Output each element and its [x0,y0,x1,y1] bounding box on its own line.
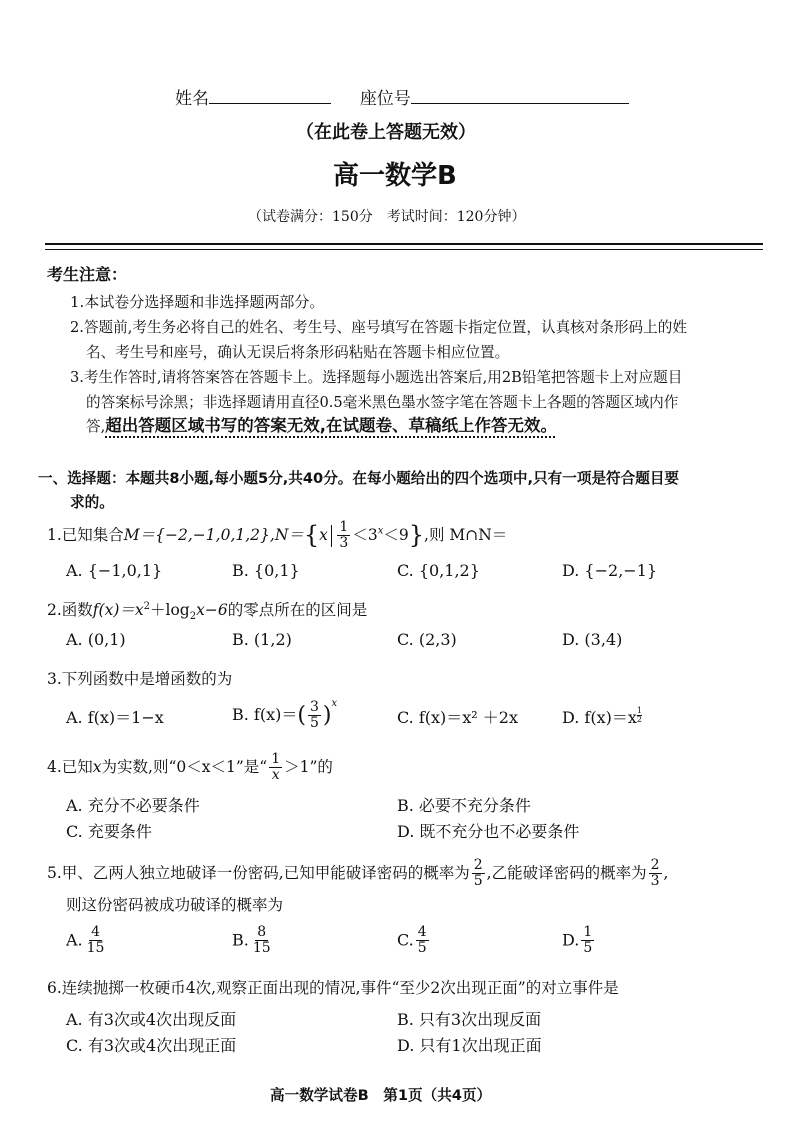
q5-stem1-mid: ,乙能破译密码的概率为 [486,863,647,882]
q3-d-exp-num: 1 [636,706,642,715]
instructions-heading: 考生注意： [47,265,128,284]
seat-label: 座位号 [359,89,411,109]
q3-d-lead: D. f(x)＝x [562,708,637,727]
q1-option-a[interactable]: A. {−1,0,1} [66,561,163,580]
q1-stem [47,520,507,552]
instruction-2a: 2.答题前,考生务必将自己的姓名、考生号、座号填写在答题卡指定位置，认真核对条形码上的姓 [70,319,687,336]
q5-stem-line2: 则这份密码被成功破译的概率为 [66,896,284,914]
q1-left-brace: { [303,520,320,549]
q5-a-fraction [85,925,107,957]
q5-a-num: 4 [91,924,101,940]
seat-field[interactable] [411,85,629,104]
q6-option-a[interactable]: A. 有3次或4次出现反面 [66,1010,237,1029]
instruction-2b: 名、考生号和座号，确认无误后将条形码粘贴在答题卡相应位置。 [86,344,510,361]
q2-func: f(x)＝x [92,601,144,619]
divider-bottom [45,249,763,250]
q4-stem [47,752,333,784]
instruction-1: 1.本试卷分选择题和非选择题两部分。 [70,293,325,311]
q6-stem: 6.连续抛掷一枚硬币4次,观察正面出现的情况,事件“至少2次出现正面”的对立事件是 [47,979,619,997]
q6-option-d[interactable]: D. 只有1次出现正面 [397,1036,542,1055]
q3-option-d[interactable] [562,705,642,728]
q1-frac-num: 1 [339,519,349,535]
q1-cond: ＜3 [352,525,378,544]
q3-d-exp-fraction [637,707,642,724]
q1-fraction [337,520,350,552]
q5-c-lead: C. [397,930,414,950]
q5-a-lead: A. [66,930,83,950]
q6-option-b[interactable]: B. 只有3次出现反面 [397,1010,542,1029]
answer-invalid-notice: （在此卷上答题无效） [296,122,476,143]
q2-stem [47,598,367,622]
q1-tail: ,则 M∩N＝ [424,525,508,544]
q1-cond-end: ＜9 [383,525,409,544]
name-field[interactable] [209,85,331,104]
q5-c-fraction [416,925,429,957]
q4-var: x [92,757,102,776]
q5-d-den: 5 [583,940,593,957]
q2-lead: 2.函数 [47,601,93,619]
page-footer: 高一数学试卷B 第1页（共4页） [270,1087,492,1104]
q1-set-bar [331,525,333,547]
q6-option-c[interactable]: C. 有3次或4次出现正面 [66,1036,237,1055]
q4-option-d[interactable]: D. 既不充分也不必要条件 [397,822,580,841]
q2-option-b[interactable]: B. (1,2) [232,630,292,649]
q5-option-b[interactable] [232,925,275,957]
q5-c-den: 5 [417,940,427,957]
q5-p2-num: 2 [650,857,660,873]
q1-var-x: x [319,525,328,544]
q5-d-lead: D. [562,930,580,950]
q2-tail: 的零点所在的区间是 [227,601,368,619]
q3-b-rparen: ) [322,703,332,728]
q2-end: x−6 [196,601,228,619]
exam-info: （试卷满分：150分 考试时间：120分钟） [248,209,526,225]
q1-set-m: M＝{−2,−1,0,1,2}, [123,525,275,544]
q4-option-c[interactable]: C. 充要条件 [66,822,152,841]
q5-stem-line1 [47,858,668,890]
q3-b-lparen: ( [297,703,306,728]
q1-exp: x [377,525,384,537]
page-title: 高一数学B [333,161,457,191]
q1-option-b[interactable]: B. {0,1} [232,561,300,580]
instruction-3c-lead: 答, [86,418,106,435]
q5-b-num: 8 [257,924,267,940]
q2-sup: 2 [143,600,150,612]
q3-option-b[interactable] [232,698,337,731]
q3-b-num: 3 [309,698,319,715]
instruction-3b: 的答案标号涂黑；非选择题请用直径0.5毫米黑色墨水签字笔在答题卡上各题的答题区域内作 [86,394,679,411]
q2-sub: 2 [189,611,197,623]
q3-d-exp-den: 2 [636,715,642,724]
name-seat-line [175,84,629,109]
q5-c-num: 4 [417,924,427,940]
q4-option-b[interactable]: B. 必要不充分条件 [397,796,531,815]
q5-p2-fraction [649,858,662,890]
q2-option-a[interactable]: A. (0,1) [66,630,126,649]
q3-option-c[interactable]: C. f(x)＝x² ＋2x [397,708,519,727]
q1-right-brace: } [408,520,425,549]
q5-stem1-end: , [663,863,669,882]
q5-option-c[interactable] [397,925,431,957]
q5-p1-fraction [472,858,485,890]
q4-fraction [269,752,282,784]
q5-p1-num: 2 [473,857,483,873]
instruction-3c-emphasis: 超出答题区域书写的答案无效,在试题卷、草稿纸上作答无效。 [105,416,558,435]
q4-mid: 为实数,则“0＜x＜1”是“ [101,757,268,776]
q1-option-d[interactable]: D. {−2,−1} [562,561,658,580]
q3-option-a[interactable]: A. f(x)＝1−x [66,708,164,727]
q1-frac-den: 3 [339,535,349,552]
q3-b-lead: B. f(x)＝ [232,705,298,724]
q5-p1-den: 5 [473,873,483,890]
q5-p2-den: 3 [650,873,660,890]
q5-d-num: 1 [583,924,593,940]
instruction-3c [86,413,557,439]
q4-option-a[interactable]: A. 充分不必要条件 [66,796,200,815]
section1-heading-line2: 求的。 [70,494,114,511]
q5-d-fraction [581,925,594,957]
q4-lead: 4.已知 [47,757,93,776]
q3-b-den: 5 [309,715,319,731]
q5-stem1: 5.甲、乙两人独立地破译一份密码,已知甲能破译密码的概率为 [47,863,470,882]
q4-frac-den: x [271,767,280,784]
name-label: 姓名 [175,89,209,109]
q4-end: ＞1”的 [284,757,333,776]
q3-b-exp: x [331,698,338,709]
instruction-3a: 3.考生作答时,请将答案答在答题卡上。选择题每小题选出答案后,用2B铅笔把答题卡上对应题目 [70,369,683,386]
q5-option-a[interactable] [66,925,108,957]
q4-frac-num: 1 [271,751,281,767]
q5-b-lead: B. [232,930,249,950]
q2-option-d[interactable]: D. (3,4) [562,630,623,649]
section1-heading-line1: 一、选择题：本题共8小题,每小题5分,共40分。在每小题给出的四个选项中,只有一项是符合题目要 [38,470,680,487]
q3-stem: 3.下列函数中是增函数的为 [47,670,233,688]
q1-set-n-lead: N＝ [274,525,304,544]
q2-option-c[interactable]: C. (2,3) [397,630,457,649]
q5-b-fraction [251,925,273,957]
q3-b-fraction [308,700,321,732]
q5-a-den: 15 [86,940,105,957]
divider-top [45,243,763,245]
q1-lead: 1.已知集合 [47,525,124,544]
q1-option-c[interactable]: C. {0,1,2} [397,561,480,580]
q5-option-d[interactable] [562,925,596,957]
q2-mid: ＋log [150,601,190,619]
q5-b-den: 15 [252,940,271,957]
